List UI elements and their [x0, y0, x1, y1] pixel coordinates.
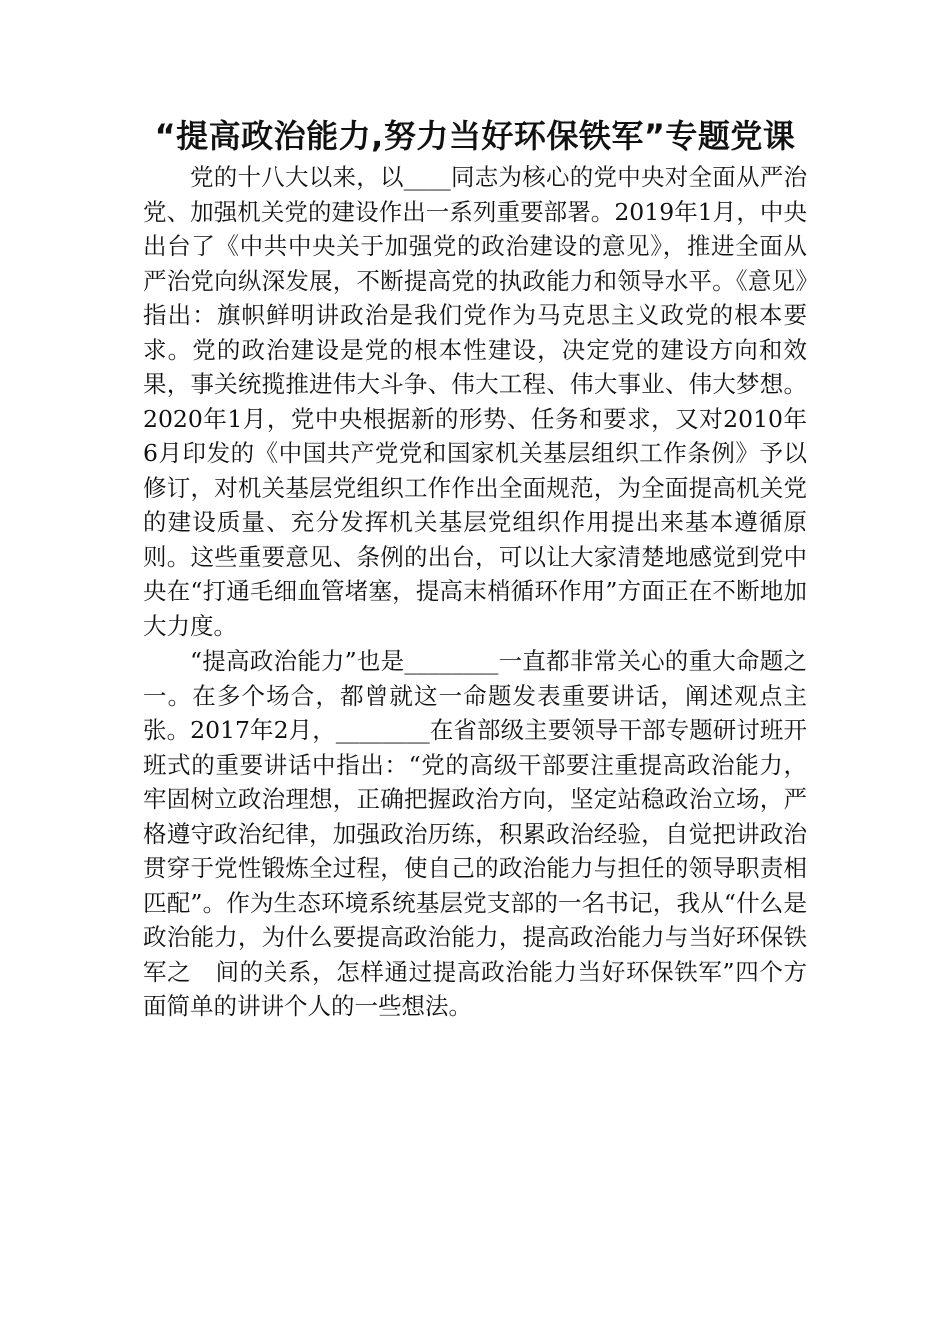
paragraph-2: “提高政治能力”也是________一直都非常关心的重大命题之一。在多个场合，都曾就这一命题发表重要讲话，阐述观点主张。2017年2月，________在省部级主要领导干部专题研讨班开班式的重要讲话中指出：“党的高级干部要注重提高政治能力，牢固树立政治理想，正确把握政治方向，坚定站稳政治立场，严格遵守政治纪律，加强政治历练，积累政治经验，自觉把讲政治贯穿于党性锻炼全过程，使自己的政治能力与担任的领导职责相匹配”。作为生态环境系统基层党支部的一名书记，我从“什么是政治能力，为什么要提高政治能力，提高政治能力与当好环保铁军之 间的关系，怎样通过提高政治能力当好环保铁军”四个方面简单的讲讲个人的一些想法。 [143, 647, 807, 1020]
document-title: “提高政治能力,努力当好环保铁军”专题党课 [154, 117, 796, 155]
paragraph-1: 党的十八大以来，以____同志为核心的党中央对全面从严治党、加强机关党的建设作出一系列重要部署。2019年1月，中央出台了《中共中央关于加强党的政治建设的意见》，推进全面从严治党向纵深发展，不断提高党的执政能力和领导水平。《意见》指出：旗帜鲜明讲政治是我们党作为马克思主义政党的根本要求。党的政治建设是党的根本性建设，决定党的建设方向和效果，事关统揽推进伟大斗争、伟大工程、伟大事业、伟大梦想。2020年1月，党中央根据新的形势、任务和要求，又对2010年6月印发的《中国共产党党和国家机关基层组织工作条例》予以修订，对机关基层党组织工作作出全面规范，为全面提高机关党的建设质量、充分发挥机关基层党组织作用提出来基本遵循原则。这些重要意见、条例的出台，可以让大家清楚地感觉到党中央在“打通毛细血管堵塞，提高末梢循环作用”方面正在不断地加大力度。 [143, 163, 807, 640]
